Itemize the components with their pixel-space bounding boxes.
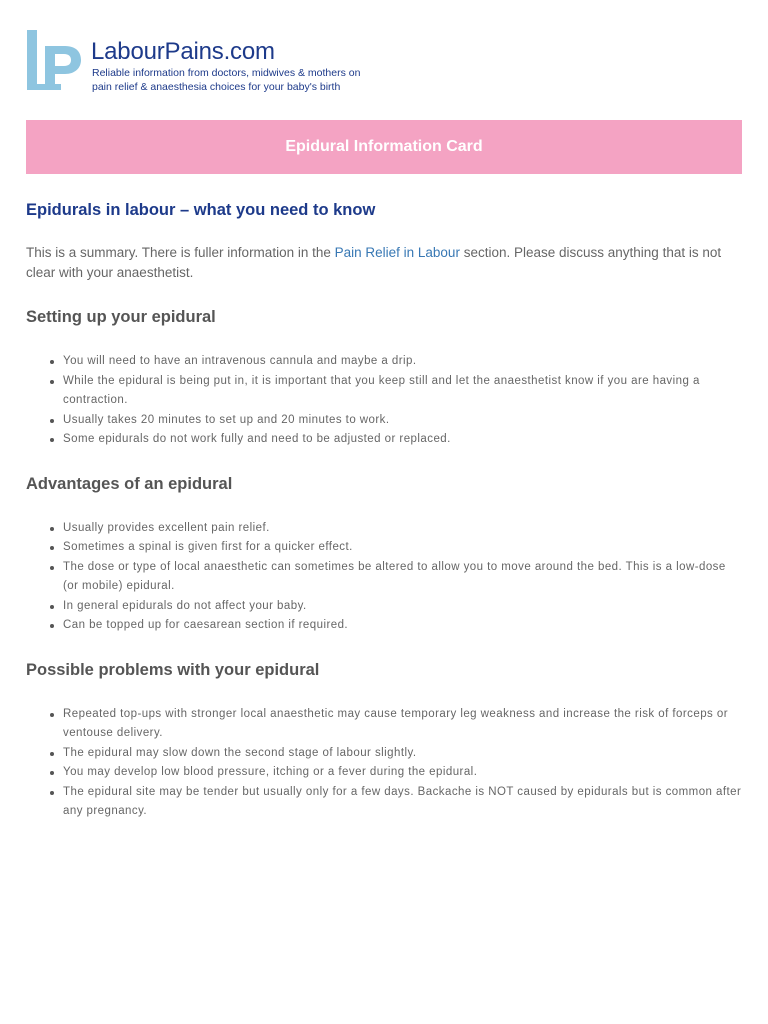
title-banner xyxy=(26,120,742,174)
list-item: The dose or type of local anaesthetic can sometimes be altered to allow you to move around the bed. This is a low-dose (or mobile) epidural. xyxy=(63,558,742,597)
list-item: Usually provides excellent pain relief. xyxy=(63,519,742,539)
section-heading-problems: Possible problems with your epidural xyxy=(26,660,320,679)
list-item: You may develop low blood pressure, itching or a fever during the epidural. xyxy=(63,763,742,783)
intro-paragraph xyxy=(26,243,742,283)
problems-list xyxy=(26,705,742,822)
intro-text-before: This is a summary. There is fuller information in the xyxy=(26,245,335,260)
section-heading-setting-up: Setting up your epidural xyxy=(26,308,216,326)
list-item: The epidural site may be tender but usually only for a few days. Backache is NOT caused by epidurals but is common after any pregnancy. xyxy=(63,783,742,822)
list-item: Some epidurals do not work fully and need to be adjusted or replaced. xyxy=(63,430,742,450)
list-item: In general epidurals do not affect your baby. xyxy=(63,597,742,617)
labourpains-logo-icon[interactable] xyxy=(25,28,83,92)
brand-tagline xyxy=(92,66,360,94)
brand-name[interactable]: LabourPains.com xyxy=(91,38,275,65)
list-item: The epidural may slow down the second stage of labour slightly. xyxy=(63,744,742,764)
tagline-line-2: pain relief & anaesthesia choices for your baby's birth xyxy=(92,81,341,93)
setting-up-list xyxy=(26,352,742,450)
main-content xyxy=(26,199,742,822)
list-item: Can be topped up for caesarean section if required. xyxy=(63,616,742,636)
page-title: Epidurals in labour – what you need to know xyxy=(26,201,376,219)
section-heading-advantages: Advantages of an epidural xyxy=(26,474,233,493)
list-item: Usually takes 20 minutes to set up and 20 minutes to work. xyxy=(63,411,742,431)
list-item: Sometimes a spinal is given first for a quicker effect. xyxy=(63,538,742,558)
advantages-list xyxy=(26,519,742,636)
intro-text-after: section. Please discuss anything that is not clear with your anaesthetist. xyxy=(26,245,722,280)
tagline-line-1: Reliable information from doctors, midwives & mothers on xyxy=(92,67,361,79)
list-item: Repeated top-ups with stronger local anaesthetic may cause temporary leg weakness and increase the risk of forceps or ventouse delivery. xyxy=(63,705,742,744)
list-item: You will need to have an intravenous cannula and maybe a drip. xyxy=(63,352,742,372)
list-item: While the epidural is being put in, it is important that you keep still and let the anaesthetist know if you are having a contraction. xyxy=(63,372,742,411)
site-header xyxy=(25,28,425,94)
pain-relief-link[interactable]: Pain Relief in Labour xyxy=(334,245,460,260)
banner-title: Epidural Information Card xyxy=(285,138,483,155)
